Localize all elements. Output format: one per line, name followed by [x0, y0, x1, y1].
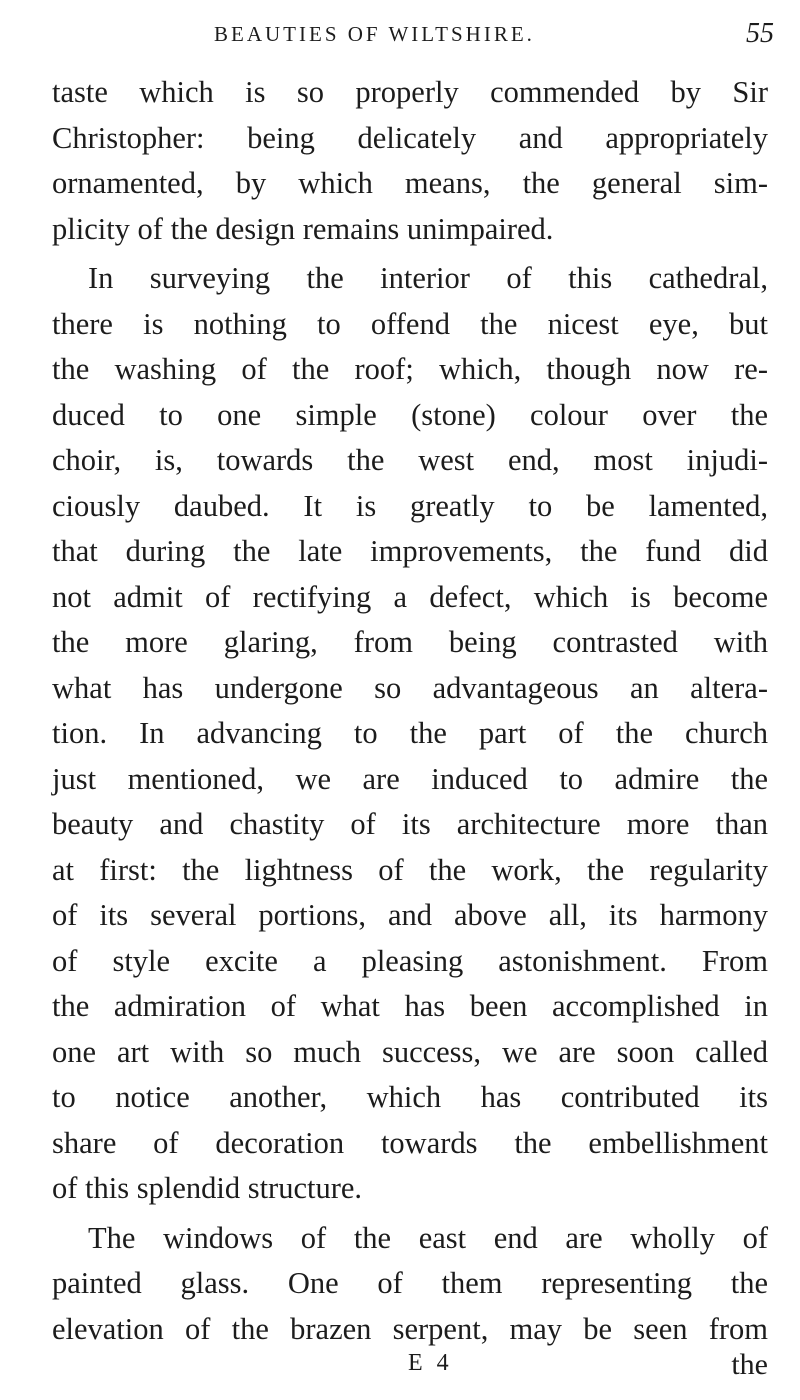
text-line: elevation of the brazen serpent, may be seen from	[52, 1311, 768, 1346]
text-line: what has undergone so advantageous an altera-	[52, 670, 768, 705]
text-line: tion. In advancing to the part of the church	[52, 716, 768, 750]
text-line: share of decoration towards the embellishment	[52, 1125, 768, 1160]
text-line: plicity of the design remains unimpaired.	[52, 211, 554, 246]
text-line: painted glass. One of them representing the	[52, 1266, 768, 1300]
page-number: 55	[746, 18, 774, 49]
text-line: duced to one simple (stone) colour over the	[52, 397, 768, 432]
text-line: beauty and chastity of its architecture more than	[52, 807, 768, 841]
text-line: at first: the lightness of the work, the regularity	[52, 852, 768, 887]
text-line: taste which is so properly commended by Sir	[52, 75, 768, 109]
text-line: there is nothing to offend the nicest eye, but	[52, 306, 768, 341]
running-title: BEAUTIES OF WILTSHIRE.	[214, 22, 535, 46]
text-line: Christopher: being delicately and appropriately	[52, 120, 768, 155]
text-line: one art with so much success, we are soon called	[52, 1034, 768, 1069]
text-line: ciously daubed. It is greatly to be lamented,	[52, 488, 768, 523]
text-line: the more glaring, from being contrasted with	[52, 625, 768, 659]
paragraph	[52, 256, 768, 1212]
running-header	[0, 18, 800, 58]
signature-mark: E 4	[408, 1350, 453, 1376]
catchword: the	[731, 1348, 768, 1381]
paragraph	[52, 1216, 768, 1353]
text-line: to notice another, which has contributed its	[52, 1080, 768, 1114]
text-line: In surveying the interior of this cathedral,	[88, 261, 768, 295]
text-line: ornamented, by which means, the general sim-	[52, 166, 768, 200]
text-line: the admiration of what has been accomplished in	[52, 989, 768, 1023]
text-line: not admit of rectifying a defect, which is become	[52, 579, 768, 614]
body-text	[52, 70, 768, 1352]
text-line: the washing of the roof; which, though now re-	[52, 352, 768, 386]
text-line: of style excite a pleasing astonishment. From	[52, 943, 768, 978]
paragraph	[52, 70, 768, 252]
text-line: just mentioned, we are induced to admire the	[52, 761, 768, 796]
text-line: that during the late improvements, the fund did	[52, 534, 768, 568]
text-line: of its several portions, and above all, its harmony	[52, 898, 768, 932]
page-footer	[0, 1350, 800, 1390]
text-line: choir, is, towards the west end, most injudi-	[52, 443, 768, 477]
text-line: The windows of the east end are wholly of	[88, 1220, 768, 1255]
text-line: of this splendid structure.	[52, 1171, 363, 1205]
